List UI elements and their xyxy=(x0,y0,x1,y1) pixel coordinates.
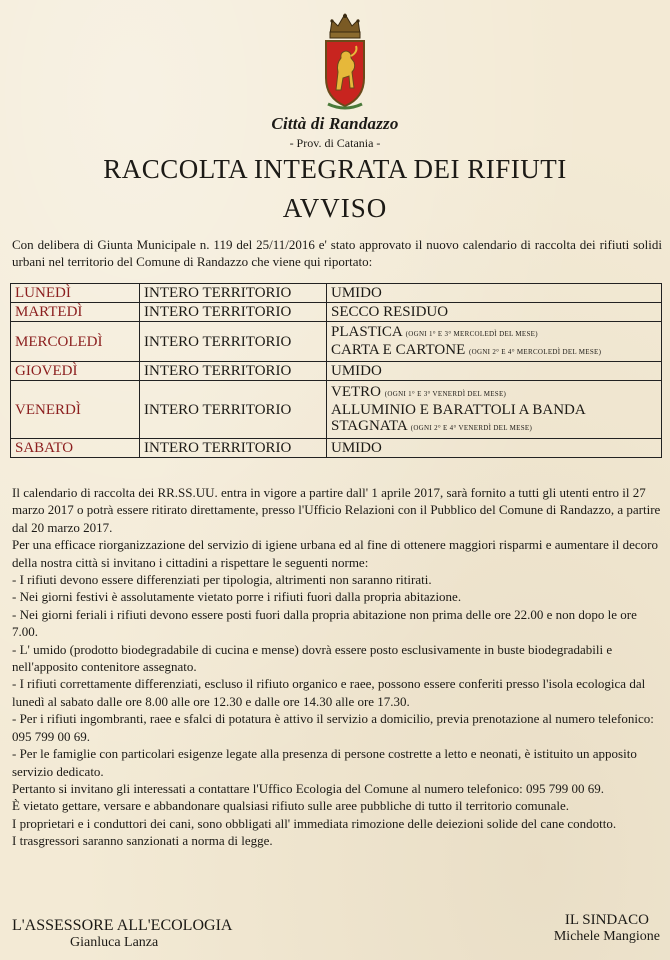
schedule-waste: UMIDO xyxy=(327,362,662,381)
waste-frequency-note: (OGNI 1° E 3° VENERDÌ DEL MESE) xyxy=(384,389,507,398)
paragraph: I trasgressori saranno sanzionati a norma di legge. xyxy=(12,833,273,849)
mayor-signature xyxy=(554,912,660,945)
notice-subtitle: AVVISO xyxy=(282,193,388,223)
schedule-waste: UMIDO xyxy=(327,284,662,303)
coat-of-arms-icon xyxy=(318,8,372,112)
waste-type: ALLUMINIO E BARATTOLI A BANDA xyxy=(331,401,586,418)
paragraph: È vietato gettare, versare e abbandonare qualsiasi rifiuto sulle aree pubbliche di tutto il territorio comunale. xyxy=(12,798,569,814)
schedule-row-thursday xyxy=(11,362,662,381)
mayor-title: IL SINDACO xyxy=(564,912,649,928)
schedule-row-monday xyxy=(11,284,662,303)
paragraph: Per una efficace riorganizzazione del servizio di igiene urbana ed al fine di ottenere maggiori risparmi e aumentare il decoro della nostra città si invitano i cittadini a rispettare le seguenti norme: xyxy=(12,537,658,570)
assessor-name: Gianluca Lanza xyxy=(70,935,159,950)
rule-item: - Nei giorni festivi è assolutamente vietato porre i rifiuti fuori dalla propria abitazione. xyxy=(12,589,462,605)
paragraph: Pertanto si invitano gli interessati a contattare l'Uffico Ecologia del Comune al numero telefonico: 095 799 00 69. xyxy=(12,780,605,796)
schedule-row-saturday xyxy=(11,439,662,458)
schedule-row-friday xyxy=(11,381,662,439)
waste-frequency-note: (OGNI 2° E 4° VENERDÌ DEL MESE) xyxy=(410,423,533,432)
province: - Prov. di Catania - xyxy=(289,136,381,150)
rule-item: - I rifiuti correttamente differenziati, escluso il rifiuto organico e raee, possono essere conferiti presso l'isola ecologica dal lunedì al sabato dalle ore 8.00 alle ore 12.30 e dalle ore 14.30 alle ore 17.30. xyxy=(12,676,646,709)
schedule-day: MERCOLEDÌ xyxy=(11,322,140,362)
schedule-area: INTERO TERRITORIO xyxy=(140,284,327,303)
schedule-waste xyxy=(327,381,662,439)
waste-frequency-note: (OGNI 1° E 3° MERCOLEDÌ DEL MESE) xyxy=(405,329,538,338)
city-name: Città di Randazzo xyxy=(271,114,399,133)
schedule-day: MARTEDÌ xyxy=(11,303,140,322)
collection-schedule-table xyxy=(10,283,662,458)
schedule-area: INTERO TERRITORIO xyxy=(140,381,327,439)
schedule-area: INTERO TERRITORIO xyxy=(140,439,327,458)
schedule-day: GIOVEDÌ xyxy=(11,362,140,381)
waste-frequency-note: (OGNI 2° E 4° MERCOLEDÌ DEL MESE) xyxy=(468,347,602,356)
rule-item: - I rifiuti devono essere differenziati per tipologia, altrimenti non saranno ritirati. xyxy=(12,572,432,588)
schedule-day: VENERDÌ xyxy=(11,381,140,439)
schedule-waste: SECCO RESIDUO xyxy=(327,303,662,322)
schedule-row-wednesday xyxy=(11,322,662,362)
rule-item: - Per i rifiuti ingombranti, raee e sfalci di potatura è attivo il servizio a domicilio, previa prenotazione al numero telefonico: 095 799 00 69. xyxy=(12,711,654,744)
rule-item: - Nei giorni feriali i rifiuti devono essere posti fuori dalla propria abitazione non prima delle ore 22.00 e non dopo le ore 7.00. xyxy=(12,606,637,640)
schedule-waste xyxy=(327,322,662,362)
schedule-waste: UMIDO xyxy=(327,439,662,458)
notice-body xyxy=(12,484,662,850)
rule-item: - L' umido (prodotto biodegradabile di cucina e mense) dovrà essere posto esclusivamente in buste biodegradabili e nell'apposito contenitore assegnato. xyxy=(12,641,613,675)
waste-type: CARTA E CARTONE xyxy=(331,341,466,358)
mayor-name: Michele Mangione xyxy=(553,929,660,944)
schedule-area: INTERO TERRITORIO xyxy=(140,362,327,381)
paragraph: I proprietari e i conduttori dei cani, sono obbligati all' immediata rimozione delle deiezioni solide del cane condotto. xyxy=(12,815,617,831)
rule-item: - Per le famiglie con particolari esigenze legate alla presenza di persone costrette a letto e neonati, è istituito un apposito servizio dedicato. xyxy=(12,746,637,779)
waste-type: PLASTICA xyxy=(331,323,402,340)
waste-type: STAGNATA xyxy=(331,417,407,434)
schedule-day: SABATO xyxy=(11,439,140,458)
waste-type: VETRO xyxy=(331,383,381,400)
schedule-row-tuesday xyxy=(11,303,662,322)
schedule-day: LUNEDÌ xyxy=(11,284,140,303)
schedule-area: INTERO TERRITORIO xyxy=(140,303,327,322)
assessor-signature xyxy=(12,917,272,951)
intro-text: Con delibera di Giunta Municipale n. 119 del 25/11/2016 e' stato approvato il nuovo calendario di raccolta dei rifiuti solidi urbani nel territorio del Comune di Randazzo che viene qui riportato: xyxy=(12,237,662,269)
page-title: RACCOLTA INTEGRATA DEI RIFIUTI xyxy=(103,154,567,184)
paragraph: Il calendario di raccolta dei RR.SS.UU. entra in vigore a partire dall' 1 aprile 2017, sarà fornito a tutti gli utenti entro il 27 marzo 2017 o potrà essere ritirato direttamente, presso l'Ufficio Relazioni con il Pubblico del Comune di Randazzo, a partire dal 20 marzo 2017. xyxy=(12,485,661,535)
assessor-title: L'ASSESSORE ALL'ECOLOGIA xyxy=(12,917,233,934)
schedule-area: INTERO TERRITORIO xyxy=(140,322,327,362)
